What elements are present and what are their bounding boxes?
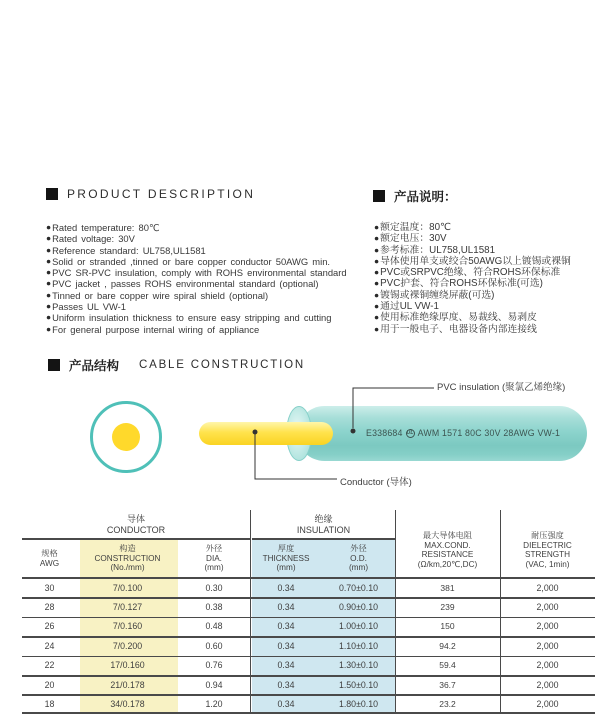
cell-dielectric: 2,000 (536, 582, 559, 593)
table-divider (22, 597, 595, 599)
cell-dia: 0.94 (205, 679, 223, 690)
cell-resistance: 150 (440, 621, 455, 632)
cell-construction: 34/0.178 (110, 699, 145, 710)
cell-resistance: 59.4 (439, 660, 456, 671)
group-header-cn: 绝缘 (314, 514, 333, 524)
list-item-text: 额定电压：30V (380, 233, 447, 245)
list-item (374, 290, 599, 301)
section-product-description-heading (46, 187, 255, 201)
col-header-od: 外径 O.D. (mm) (348, 544, 369, 573)
list-item (46, 301, 376, 312)
section-marker-icon (46, 188, 58, 200)
list-item (374, 233, 599, 244)
cell-construction: 7/0.100 (112, 582, 143, 593)
bullet-icon: ● (374, 244, 380, 255)
list-item-text: 参考标准：UL758,UL1581 (380, 244, 496, 256)
bullet-icon: ● (46, 222, 52, 232)
group-header-en: INSULATION (296, 525, 351, 535)
cell-dielectric: 2,000 (536, 699, 559, 710)
table-row (22, 675, 595, 694)
list-item (46, 290, 376, 301)
cell-awg: 28 (44, 602, 55, 613)
list-item (374, 245, 599, 256)
bullet-icon: ● (46, 244, 52, 255)
list-item-text: 导体使用单支或绞合50AWG以上镀锡或裸铜 (380, 255, 571, 267)
cell-dielectric: 2,000 (536, 660, 559, 671)
col-header-awg: 规格 AWG (39, 549, 60, 568)
cell-thickness: 0.34 (277, 640, 295, 651)
list-item-text: Uniform insulation thickness to ensure easy stripping and cutting (52, 312, 332, 324)
list-item-text: PVC或SRPVC绝缘、符合ROHS环保标准 (380, 267, 561, 279)
table-divider (22, 617, 595, 619)
list-item (374, 256, 599, 267)
cell-od: 0.90±0.10 (338, 602, 379, 613)
section-title-cn: 产品结构 (69, 359, 120, 373)
table-row (22, 597, 595, 616)
cell-dielectric: 2,000 (536, 640, 559, 651)
list-item (374, 278, 599, 289)
cell-awg: 24 (44, 640, 55, 651)
product-notes-list (374, 222, 599, 335)
cell-resistance: 239 (440, 602, 455, 613)
cable-print-suffix: AWM 1571 80C 30V 28AWG VW-1 (417, 428, 561, 438)
section-title-en: CABLE CONSTRUCTION (139, 359, 305, 371)
cell-dia: 0.60 (205, 640, 223, 651)
bullet-icon: ● (374, 233, 380, 244)
product-description-list (46, 222, 376, 335)
label-conductor: Conductor (导体) (340, 477, 412, 488)
cell-dielectric: 2,000 (536, 602, 559, 613)
bullet-icon: ● (46, 301, 52, 312)
section-cable-construction-heading (48, 356, 305, 374)
list-item-text: 额定温度：80℃ (380, 222, 452, 233)
list-item-text: Solid or stranded ,tinned or bare copper conductor 50AWG min. (52, 255, 331, 267)
table-row (22, 656, 595, 675)
group-header-cn: 导体 (126, 514, 145, 524)
col-header-dielectric: 耐压强度 DIELECTRIC STRENGTH (VAC, 1min) (523, 531, 572, 569)
col-header-resistance: 最大导体电阻 MAX.COND. RESISTANCE (Ω/km,20℃,DC) (417, 531, 478, 569)
group-header-conductor (22, 512, 250, 538)
bullet-icon: ● (46, 233, 52, 244)
bullet-icon: ● (374, 278, 380, 289)
cell-od: 1.50±0.10 (338, 679, 379, 690)
cell-od: 1.10±0.10 (338, 640, 379, 651)
cell-dia: 0.30 (205, 582, 223, 593)
table-divider (22, 636, 595, 638)
cell-awg: 22 (44, 660, 55, 671)
section-marker-icon (373, 190, 385, 202)
list-item-text: 用于一般电子、电器设备内部连接线 (380, 323, 537, 335)
cell-dia: 0.76 (205, 660, 223, 671)
table-row (22, 617, 595, 636)
col-header-thickness: 厚度 THICKNESS (mm) (262, 544, 310, 573)
bullet-icon: ● (46, 289, 52, 300)
cell-thickness: 0.34 (277, 679, 295, 690)
list-item (374, 301, 599, 312)
cable-print-prefix: E338684 (366, 428, 403, 438)
cell-od: 1.80±0.10 (338, 699, 379, 710)
list-item (374, 324, 599, 335)
list-item-text: For general purpose internal wiring of appliance (52, 323, 260, 335)
cell-resistance: 23.2 (439, 699, 456, 710)
list-item (46, 267, 376, 278)
cell-construction: 7/0.160 (112, 621, 143, 632)
leader-lines (0, 375, 603, 505)
table-row (22, 636, 595, 655)
list-item-text: 镀锡或裸铜缠绕屏蔽(可选) (380, 289, 495, 301)
cell-resistance: 94.2 (439, 640, 456, 651)
table-divider (22, 675, 595, 677)
list-item (46, 256, 376, 267)
list-item (46, 324, 376, 335)
list-item (46, 222, 376, 233)
cell-construction: 7/0.200 (112, 640, 143, 651)
list-item-text: Tinned or bare copper wire spiral shield (optional) (52, 289, 269, 301)
col-header-construction: 构造 CONSTRUCTION (No./mm) (94, 544, 161, 573)
bullet-icon: ● (46, 278, 52, 289)
list-item-text: PVC SR-PVC insulation, comply with ROHS environmental standard (52, 267, 347, 279)
bullet-icon: ● (374, 323, 380, 334)
page-title: PRODUCT DESCRIPTION (67, 187, 256, 201)
table-divider (22, 656, 595, 658)
cell-dia: 0.48 (205, 621, 223, 632)
cell-construction: 7/0.127 (112, 602, 143, 613)
table-divider (22, 712, 595, 714)
cell-od: 1.30±0.10 (338, 660, 379, 671)
bullet-icon: ● (46, 255, 52, 266)
table-row (22, 578, 595, 597)
list-item (374, 222, 599, 233)
cell-construction: 21/0.178 (110, 679, 145, 690)
list-item-text: PVC护套、符合ROHS环保标准(可选) (380, 278, 543, 290)
ul-mark-icon: UL (406, 430, 414, 436)
section-marker-icon (48, 359, 60, 371)
cell-construction: 17/0.160 (110, 660, 145, 671)
bullet-icon: ● (46, 312, 52, 323)
col-header-dia: 外径 DIA. (mm) (204, 544, 224, 573)
bullet-icon: ● (374, 267, 380, 278)
cell-dia: 1.20 (205, 699, 223, 710)
bullet-icon: ● (374, 222, 380, 232)
group-header-en: CONDUCTOR (106, 525, 166, 535)
spec-table (22, 510, 595, 714)
section-title-cn: 产品说明： (394, 190, 457, 204)
list-item-text: 通过UL VW-1 (380, 301, 439, 313)
list-item (46, 233, 376, 244)
label-pvc-insulation: PVC insulation (聚氯乙烯绝缘) (437, 382, 566, 393)
cell-thickness: 0.34 (277, 621, 295, 632)
cell-awg: 18 (44, 699, 55, 710)
list-item-text: Passes UL VW-1 (52, 301, 126, 313)
bullet-icon: ● (374, 301, 380, 312)
bullet-icon: ● (374, 312, 380, 323)
list-item-text: Reference standard: UL758,UL1581 (52, 244, 206, 256)
cell-thickness: 0.34 (277, 660, 295, 671)
cell-dielectric: 2,000 (536, 621, 559, 632)
bullet-icon: ● (46, 267, 52, 278)
list-item (46, 245, 376, 256)
list-item-text: Rated temperature: 80℃ (52, 222, 160, 233)
bullet-icon: ● (374, 255, 380, 266)
cell-od: 1.00±0.10 (338, 621, 379, 632)
cell-resistance: 381 (440, 582, 455, 593)
cell-od: 0.70±0.10 (338, 582, 379, 593)
cell-thickness: 0.34 (277, 602, 295, 613)
cell-awg: 20 (44, 679, 55, 690)
bullet-icon: ● (46, 323, 52, 334)
table-divider (22, 694, 595, 696)
cell-awg: 26 (44, 621, 55, 632)
cell-dia: 0.38 (205, 602, 223, 613)
list-item-text: PVC jacket , passes ROHS environmental standard (optional) (52, 278, 319, 290)
list-item-text: 使用标准绝缘厚度、易裁线、易剥皮 (380, 312, 537, 324)
cell-resistance: 36.7 (439, 679, 456, 690)
cell-awg: 30 (44, 582, 55, 593)
cell-thickness: 0.34 (277, 582, 295, 593)
list-item (374, 312, 599, 323)
list-item (46, 278, 376, 289)
list-item-text: Rated voltage: 30V (52, 233, 135, 245)
section-product-notes-heading (373, 187, 457, 205)
cell-thickness: 0.34 (277, 699, 295, 710)
bullet-icon: ● (374, 289, 380, 300)
group-header-insulation (252, 512, 395, 538)
cell-dielectric: 2,000 (536, 679, 559, 690)
list-item (374, 267, 599, 278)
list-item (46, 312, 376, 323)
